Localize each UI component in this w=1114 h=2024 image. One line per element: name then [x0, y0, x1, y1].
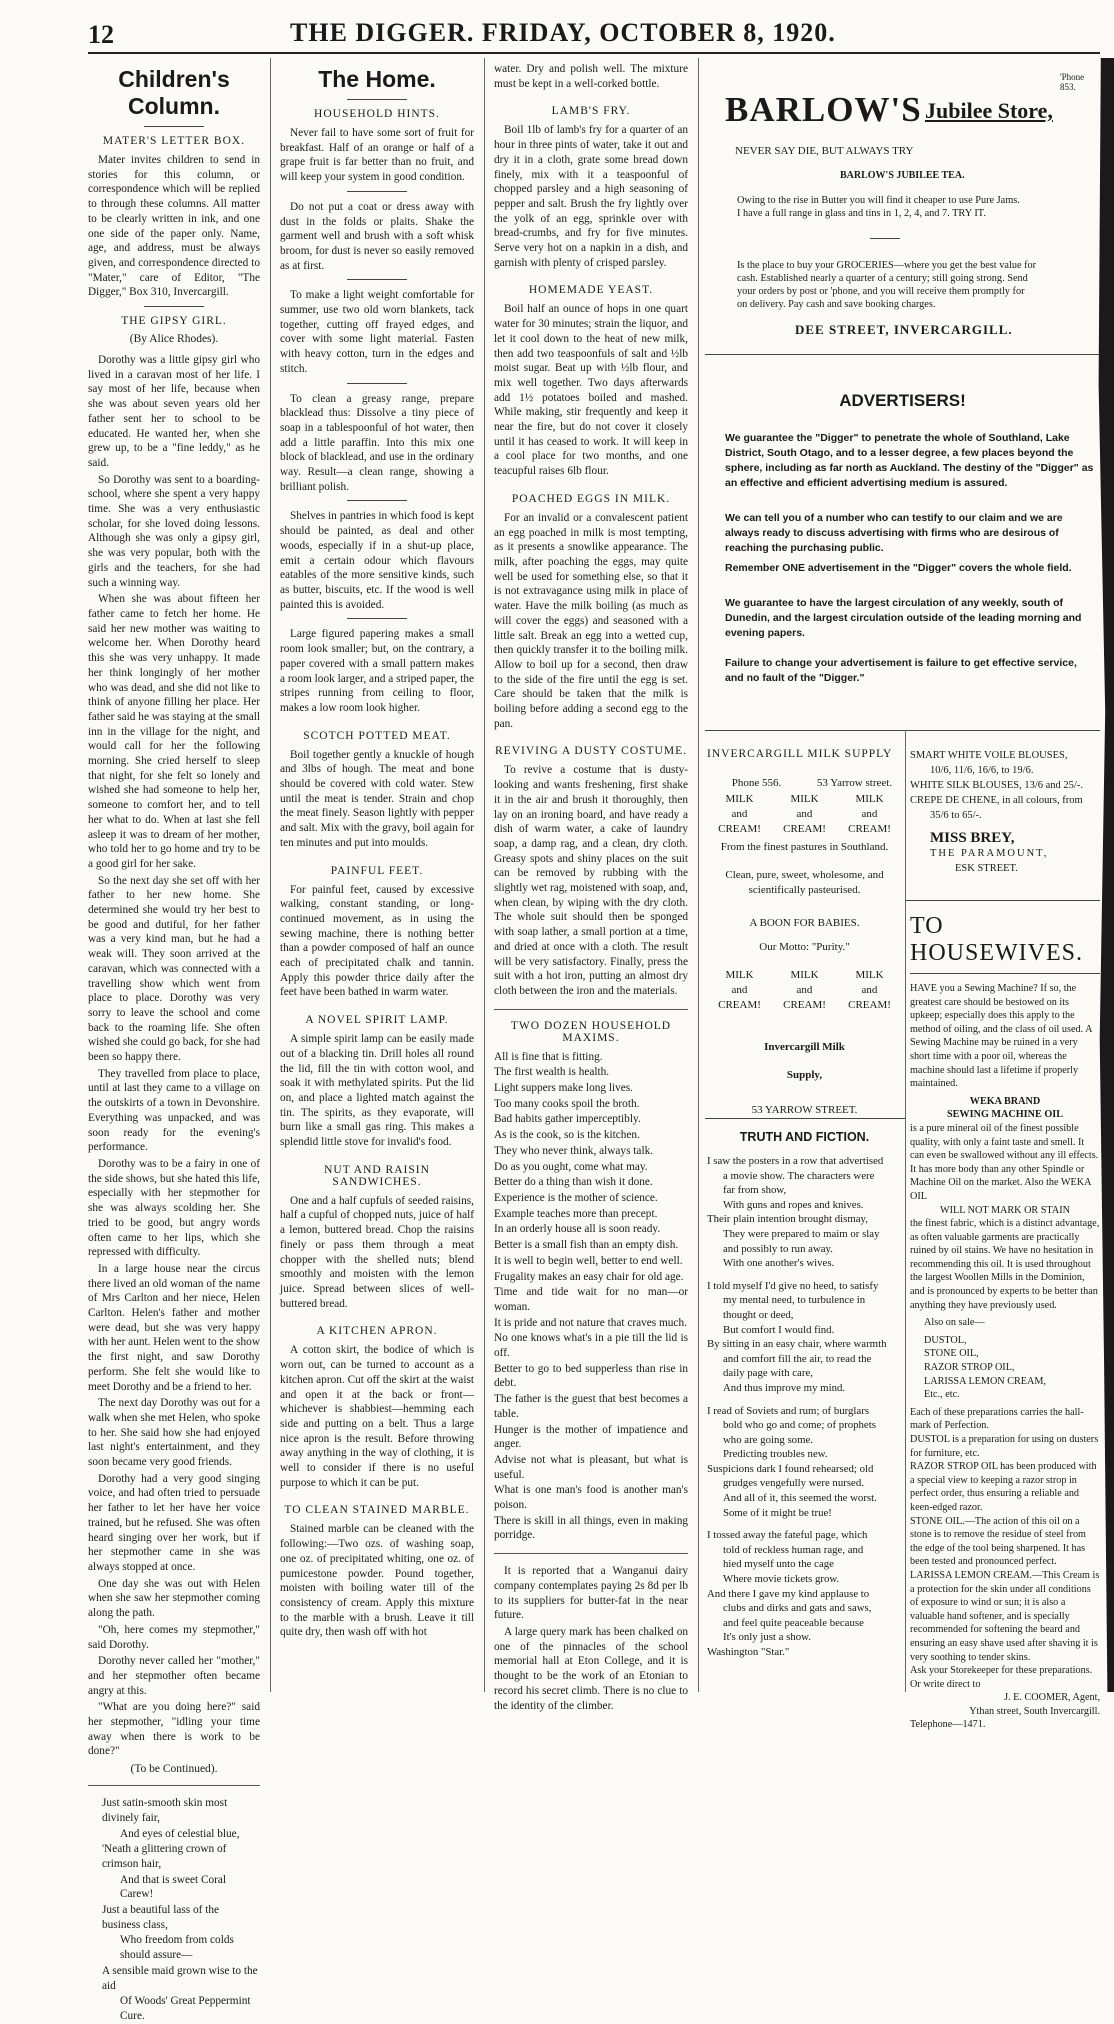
poem-line: [707, 1396, 902, 1404]
tea-name: BARLOW'S JUBILEE TEA.: [840, 170, 965, 181]
poem-line: And eyes of celestial blue,: [120, 1827, 240, 1840]
story-paragraph: Dorothy was a little gipsy girl who lived in a caravan most of her life. I say most of her life, because when she was about seven years old her father sent her to school to be educated. He wanted her, when she grew up, to be a "fine leddy," as he said.: [88, 354, 260, 469]
notice-paragraph: We guarantee to have the largest circulation of any weekly, south of Dunedin, and the largest circulation outside of the leading morning and evening papers.: [725, 597, 1082, 639]
milk-big-title: Invercargill Milk Supply,: [764, 1041, 845, 1081]
poem-line: By sitting in an easy chair, where warmth: [707, 1338, 887, 1351]
ad-text: the finest fabric, which is a distinct advantage, as often valuable garments are practically ruined by oil stains. We have no hesitation in recommending this oil. It is used throughout the largest Woollen Mills in the Dominion, and is pronounced by experts to be better than anything they have previously used.: [910, 1218, 1100, 1311]
recipes-column: [486, 58, 696, 1712]
product-item: STONE OIL,: [924, 1348, 979, 1360]
ad-text: LARISSA LEMON CREAM.—This Cream is a protection for the skin under all conditions of exposure to wind or sun; it is also a valuable hand softener, and is specially recommended for softening the beard and ensuring an easy shave used after shaving it is very soothing to tender skins.: [910, 1569, 1100, 1663]
column-rule: [905, 730, 906, 1692]
section-title: NUT AND RAISIN SANDWICHES.: [324, 1163, 430, 1188]
product-item: Etc., etc.: [924, 1389, 960, 1401]
poem-line: Some of it might be true!: [723, 1506, 832, 1519]
shop-street: ESK STREET.: [955, 863, 1018, 874]
poem-line: It's only just a show.: [723, 1631, 811, 1644]
column-rule: [484, 58, 485, 1692]
story-paragraph: Dorothy never called her "mother," and her stepmother often became angry at this.: [88, 1655, 260, 1697]
story-paragraph: When she was about fifteen her father came to fetch her home. He said her new mother was waiting to welcome her. When Dorothy heard this she was very unhappy. It made her think longingly of her mother who was dead, and she did not like to think of anyone filling her place. Her father said he was staying at the small inn in the village for the night, and would call for her the following morning. She cried herself to sleep that night, for she felt so lonely and wished she had someone to help her, someone to comfort her, and to tell her what to do. When at last she fell asleep it was to dream of her mother, who told her to go home and try to be a good girl for her sake.: [88, 593, 260, 870]
poem-line: And that is sweet Coral Carew!: [120, 1873, 227, 1901]
poem-line: Just satin-smooth skin most divinely fair,: [102, 1797, 228, 1824]
poem-line: my mental need, to turbulence in: [723, 1294, 866, 1307]
paragraph: For painful feet, caused by excessive walking, constant standing, or long-continued movement, as in using the sewing machine, there is nothing better than a powder composed of half an ounce each of precipitated chalk and tannin. Apply this powder thrice daily after the feet have been bathed in warm water.: [280, 883, 474, 999]
milk-text: A BOON FOR BABIES.: [749, 917, 860, 929]
maxim-item: What is one man's food is another man's poison.: [494, 1484, 688, 1512]
notice-heading: ADVERTISERS!: [839, 391, 966, 410]
childrens-column: [80, 58, 268, 2022]
maxim-item: Hunger is the mother of impatience and anger.: [494, 1423, 688, 1451]
paragraph: water. Dry and polish well. The mixture must be kept in a well-corked bottle.: [494, 63, 688, 90]
story-paragraph: Dorothy had a very good singing voice, and had often tried to persuade her father to let her have her voice trained, but he refused. She was often heard singing over her work, but if her stepmother came in she was always stopped at once.: [88, 1472, 260, 1573]
maxim-item: Light suppers make long lives.: [494, 1082, 633, 1095]
poem-line: [707, 1520, 902, 1528]
poem-line: But comfort I would find.: [723, 1323, 835, 1336]
ad-text: your orders by post or 'phone, and you will receive them promptly for: [737, 286, 1025, 297]
notice-paragraph: Remember ONE advertisement in the "Digger" covers the whole field.: [725, 562, 1072, 574]
column-heading: Children's Column.: [118, 66, 230, 119]
poem-line: Washington "Star.": [707, 1646, 790, 1658]
maxim-item: The first wealth is health.: [494, 1066, 610, 1079]
separator: [347, 99, 407, 100]
poem-line: With one another's wives.: [723, 1257, 835, 1270]
section-title: TO CLEAN STAINED MARBLE.: [284, 1504, 470, 1517]
ad-heading: TO HOUSEWIVES.: [910, 913, 1083, 966]
poem-line: A sensible maid grown wise to the aid: [102, 1964, 258, 1992]
poem-line: Predicting troubles new.: [723, 1448, 828, 1461]
ad-text: RAZOR STROP OIL has been produced with a special view to keeping a razor strop in perfect order, thus ensuring a reliable and keen-edged razor.: [910, 1461, 1097, 1513]
paragraph: Boil together gently a knuckle of hough and 3lbs of hough. The meat and bone should be covered with cold water. Stew until the meat is tender. Strain and chop the meat finely. Season lightly with pepper and salt. Mix with the gravy, boil again for ten minutes and put into moulds.: [280, 748, 474, 849]
separator: [144, 126, 204, 127]
maxim-item: No one knows what's in a pie till the lid is off.: [494, 1332, 688, 1360]
poem-line: grudges vengefully were nursed.: [723, 1477, 864, 1490]
poem-line: told of reckless human rage, and: [723, 1543, 864, 1556]
paragraph: Boil half an ounce of hops in one quart water for 30 minutes; strain the liquor, and let it cool down to the heat of new milk, then add two teaspoonfuls of salt and ½lb moist sugar. Beat up with ½lb flour, and mix well together. Two days afterwards add 1½ potatoes boiled and mashed. While making, stir frequently and keep it near the fire, but do not cover it closely until it has ceased to work. It will keep in a cool place for two months, and one teacupful raises 6lb flour.: [494, 303, 688, 478]
ad-text: WHITE SILK BLOUSES, 13/6 and 25/-.: [910, 780, 1083, 791]
agent-name: J. E. COOMER, Agent,: [1004, 1692, 1100, 1704]
product-item: LARISSA LEMON CREAM,: [924, 1375, 1046, 1387]
ad-text: Ask your Storekeeper for these preparations. Or write direct to: [910, 1665, 1093, 1690]
separator: [705, 354, 1100, 355]
milk-cell: MILK and CREAM!: [848, 969, 891, 1011]
section-title: TWO DOZEN HOUSEHOLD MAXIMS.: [510, 1019, 672, 1044]
ad-text: HAVE you a Sewing Machine? If so, the greatest care should be bestowed on its upkeep; especially does this apply to the method of oiling, and the class of oil used. A Sewing Machine may be ruined in a very short time with a poor oil, whereas the machine should last a lifetime if properly maintained.: [910, 983, 1092, 1090]
milk-supply-advertisement: [707, 748, 902, 1116]
paragraph: Boil 1lb of lamb's fry for a quarter of an hour in three pints of water, take it out and dry it in a cloth, grate some bread down finely, mix with it a teaspoonful of chopped parsley and a high seasoning of pepper and salt. Brush the fry lightly over the yolk of an egg, sprinkle over with bread-crumbs, and fry for five minutes. Serve very hot on a napkin in a dish, and garnish with plenty of crisped parsley.: [494, 124, 688, 269]
ad-text: 10/6, 11/6, 16/6, to 19/6.: [930, 765, 1034, 776]
poem-line: 'Neath a glittering crown of crimson hair,: [102, 1843, 227, 1870]
poem-line: and possibly to run away.: [723, 1242, 833, 1255]
household-hint: Never fail to have some sort of fruit for breakfast. Half of an orange or half of a grape fruit is far better than no fruit, and will keep your system in good condition.: [280, 127, 474, 184]
ad-text: Is the place to buy your GROCERIES—where you get the best value for: [737, 260, 1037, 271]
poem-title: TRUTH AND FICTION.: [739, 1130, 870, 1144]
milk-cell: MILK and CREAM!: [718, 969, 761, 1011]
separator: [905, 900, 1100, 901]
ad-text: SMART WHITE VOILE BLOUSES,: [910, 750, 1068, 761]
paragraph: Mater invites children to send in stories for this column, or correspondence which will be replied to through these columns. All matter to be clearly written in ink, and one one side of the paper only. Name, age, and address, must be always given, and correspondence directed to "Mater," care of Editor, "The Digger," Box 310, Invercargill.: [88, 154, 260, 299]
separator: [494, 1553, 688, 1554]
poem-line: I tossed away the fateful page, which: [707, 1529, 868, 1542]
notice-paragraph: We guarantee the "Digger" to penetrate the whole of Southland, Lake District, South Otago, and to a lesser degree, a few places beyond the sphere, including as far north as Auckland. The destiny of the "Digger" as an effective and efficient advertising medium is assured.: [725, 432, 1094, 489]
paragraph: A simple spirit lamp can be easily made out of a blacking tin. Drill holes all round the lid, fill the tin with cotton wool, and soak it with methylated spirits. Put the lid on, and place a lighted match against the tin. The spirits, as they evaporate, will burn like a small gas ring. This makes a splendid little stove for invalid's food.: [280, 1033, 474, 1149]
ad-text: Also on sale—: [924, 1317, 985, 1329]
product-item: RAZOR STROP OIL,: [924, 1362, 1015, 1374]
separator: [347, 383, 407, 384]
milk-title: INVERCARGILL MILK SUPPLY: [707, 748, 893, 760]
story-title: THE GIPSY GIRL.: [121, 315, 227, 328]
milk-cell: MILK and CREAM!: [848, 793, 891, 835]
store-name: BARLOW'S: [725, 90, 922, 129]
milk-text: From the finest pastures in Southland.: [720, 841, 889, 853]
section-title: A KITCHEN APRON.: [316, 1325, 438, 1338]
story-paragraph: "Oh, here comes my stepmother," said Dorothy.: [88, 1623, 260, 1651]
section-title: LAMB'S FRY.: [551, 105, 631, 118]
separator: [910, 973, 1100, 974]
story-paragraph: In a large house near the circus there lived an old woman of the name of Mrs Carlton and her niece, Helen Carlton. Helen's father and mother were dead, but she was very happy with her aunt. Helen went to the show the first night, and saw Dorothy perform. She felt she would like to meet Dorothy and be a friend to her.: [88, 1262, 260, 1393]
story-paragraph: The next day Dorothy was out for a walk when she met Helen, who spoke to her. She said how she had enjoyed last night's entertainment, and they soon became very good friends.: [88, 1397, 260, 1469]
poem-line: who are going some.: [723, 1433, 813, 1446]
poem-line: Their plain intention brought dismay,: [707, 1213, 868, 1226]
household-hint: To clean a greasy range, prepare blacklead thus: Dissolve a tiny piece of soap in a tablespoonful of hot water, then add a little paraffin. Into this mix one block of blacklead, and use in the ordinary way. Result—a clean range, showing a brilliant polish.: [280, 392, 474, 493]
separator: [705, 1118, 905, 1119]
maxim-item: Better do a thing than wish it done.: [494, 1176, 653, 1189]
poem-line: clubs and dirks and gats and saws,: [723, 1602, 872, 1615]
separator: [88, 1785, 260, 1786]
poem-line: Of Woods' Great Peppermint Cure.: [120, 1995, 251, 2022]
paragraph: To revive a costume that is dusty-looking and wants freshening, first shake it in the air and brush it thoroughly, then lay on an ironing board, and have ready a dish of warm water, a cake of laundry soap, a damp rag, and a clean, dry cloth. Greasy spots and shiny places on the suit can be removed by rubbing with the slightly wet rag, moistened with soap, and, when clean, by wiping with the dry cloth. The whole suit should then be sponged with soap lather, a small portion at a time, and dried at once with a cloth. The result will be very satisfactory. Finally, press the suit with a hot iron, putting an almost dry cloth between the iron and the materials.: [494, 764, 688, 997]
story-paragraph: Dorothy was to be a fairy in one of the side shows, but she hated this life, especially with her stepmother for she was always scolding her. She tried to be good, but angry words often came to her lips, which she repressed with difficulty.: [88, 1158, 260, 1259]
household-hint: To make a light weight comfortable for summer, use two old worn blankets, tack together, cutting off frayed edges, and cover with some light material. Fasten with heavy cotton, turn in the edges and stitch.: [280, 289, 474, 375]
maxim-item: Bad habits gather imperceptibly.: [494, 1113, 641, 1126]
poem-line: hied myself unto the cage: [723, 1558, 834, 1571]
maxim-item: Too many cooks spoil the broth.: [494, 1097, 640, 1110]
maxim-item: They who never think, always talk.: [494, 1144, 654, 1157]
poem-line: Just a beautiful lass of the business class,: [102, 1904, 220, 1931]
paragraph: One and a half cupfuls of seeded raisins, half a cupful of chopped nuts, juice of half a lemon, buttered bread. Chop the raisins finely or pass them through a meat chopper with the shelled nuts; blend smoothly and moisten with the lemon juice. Spread between slices of well-buttered bread.: [280, 1194, 474, 1310]
poem-line: I told myself I'd give no heed, to satisfy: [707, 1279, 879, 1292]
household-hint: Shelves in pantries in which food is kept should be painted, as deal and other woods, especially if in a shut-up place, emit a certain odour which flavours eatables of the more sensitive kinds, such as butter, biscuits, etc. If the wood is well painted this is avoided.: [280, 510, 474, 611]
separator: [705, 730, 1100, 731]
maxim-item: Experience is the mother of science.: [494, 1192, 658, 1204]
column-rule: [698, 58, 699, 1692]
store-address: DEE STREET, INVERCARGILL.: [795, 322, 1013, 337]
maxim-item: As is the cook, so is the kitchen.: [494, 1129, 640, 1142]
poem-line: Who freedom from colds should assure—: [120, 1934, 234, 1962]
maxim-item: Advise not what is pleasant, but what is useful.: [494, 1453, 688, 1481]
miss-brey-advertisement: [910, 748, 1100, 876]
masthead: [0, 0, 1114, 58]
motto: NEVER SAY DIE, BUT ALWAYS TRY: [735, 145, 914, 157]
ad-text: WILL NOT MARK OR STAIN: [940, 1204, 1070, 1216]
household-hint: Do not put a coat or dress away with dust in the folds or plaits. Shake the garment well and brush with a soft whisk broom, for dust is never so easily removed as at first.: [280, 200, 474, 272]
ad-text: CREPE DE CHENE, in all colours, from: [910, 795, 1083, 806]
home-column: [272, 58, 482, 1692]
poem-line: and comfort fill the air, to read the: [723, 1352, 872, 1365]
ad-text: Each of these preparations carries the hall-mark of Perfection.: [910, 1406, 1084, 1432]
poem-line: And all of it, this seemed the worst.: [723, 1492, 877, 1505]
milk-phone: Phone 556.: [731, 777, 782, 789]
maxim-item: Better to go to bed supperless than rise in debt.: [494, 1362, 688, 1390]
section-title: MATER'S LETTER BOX.: [102, 135, 246, 147]
separator: [347, 500, 407, 501]
poem-line: bold who go and come; of prophets: [723, 1419, 876, 1432]
poem-line: They were prepared to maim or slay: [723, 1227, 880, 1240]
milk-text: Clean, pure, sweet, wholesome, and scientifically pasteurised.: [725, 869, 884, 896]
milk-cell: MILK and CREAM!: [783, 793, 826, 835]
separator: [347, 618, 407, 619]
poem-line: thought or deed,: [723, 1308, 794, 1321]
maxim-item: Frugality makes an easy chair for old age.: [494, 1270, 684, 1283]
agent-address: Ythan street, South Invercargill.: [969, 1705, 1100, 1717]
milk-cell: MILK and CREAM!: [718, 793, 761, 835]
story-paragraph: They travelled from place to place, until at last they came to a village on the outskirts of a town in Devonshire. Everything was unpacked, and was soon ready for the evening's performance.: [88, 1067, 260, 1154]
story-paragraph: So the next day she set off with her father to her new home. She determined she would try her best to be good and dutiful, for her father was a very kind man, but he had a weak will. They soon arrived at the caravan, which was connected with a travelling show which went from place to place. Dorothy was very sorry to leave the school and come back to the roaming life. She often wished she could go back, for she had been so happy there.: [88, 874, 260, 1064]
ad-text: cash. Established nearly a quarter of a century; still going strong. Send: [737, 273, 1028, 284]
product-name: SEWING MACHINE OIL: [946, 1109, 1064, 1121]
maxims-list: [494, 1050, 688, 1544]
milk-cell: MILK and CREAM!: [783, 969, 826, 1011]
ad-text: STONE OIL.—The action of this oil on a stone is to remove the residue of steel from the edge of the tool being sharpened. It has been tested and pronounced perfect.: [910, 1515, 1086, 1568]
ad-text: 35/6 to 65/-.: [930, 810, 982, 821]
housewives-advertisement: [910, 913, 1100, 1732]
masthead-rule: [88, 52, 1100, 54]
telephone: Telephone—1471.: [910, 1719, 986, 1731]
store-subtitle: Jubilee Store,: [925, 98, 1053, 123]
section-title: HOMEMADE YEAST.: [528, 284, 654, 297]
poem-line: and feel quite peaceable because: [723, 1616, 864, 1629]
maxim-item: Better is a small fish than an empty dish.: [494, 1239, 679, 1252]
maxim-item: All is fine that is fitting.: [494, 1050, 603, 1063]
maxim-item: It is pride and not nature that craves much.: [494, 1316, 687, 1329]
separator: [870, 238, 900, 239]
separator: [144, 306, 204, 307]
poem-line: And thus improve my mind.: [723, 1381, 846, 1394]
poem-line: Where movie tickets grow.: [723, 1573, 840, 1586]
ad-text: Owing to the rise in Butter you will find it cheaper to use Pure Jams.: [737, 195, 1020, 206]
truth-and-fiction-poem: [707, 1130, 902, 1660]
poem-line: Suspicions dark I found rehearsed; old: [707, 1462, 874, 1475]
newspaper-title: THE DIGGER. FRIDAY, OCTOBER 8, 1920.: [290, 18, 836, 47]
brand: WEKA BRAND: [969, 1095, 1041, 1107]
ad-text: I have a full range in glass and tins in 1, 2, 4, and 7. TRY IT.: [737, 208, 986, 219]
notice-paragraph: We can tell you of a number who can testify to our claim and we are always ready to discuss advertising with firms who are desirous of reaching the purchasing public.: [725, 512, 1063, 554]
paragraph: For an invalid or a convalescent patient an egg poached in milk is most tempting, as it presents a snowlike appearance. The milk, after poaching the eggs, may quite well be used for something else, so that it is not extravagance using milk in place of water. Have the milk boiling (as much as will cover the eggs) and seasoned with a little salt. Break an egg into a wetted cup, then quickly transfer it to the boiling milk. Allow to boil up for a second, then draw to the side of the fire until the egg is set. Care should be taken that the milk is boiling before adding a second egg to the pan.: [494, 511, 688, 730]
section-title: SCOTCH POTTED MEAT.: [303, 729, 451, 742]
column-heading: The Home.: [318, 66, 436, 92]
poem-line: And there I gave my kind applause to: [707, 1587, 870, 1600]
poem-line: I read of Soviets and rum; of burglars: [707, 1404, 870, 1417]
household-hint: Large figured papering makes a small room look smaller; but, on the contrary, a paper covered with a small pattern makes a room look larger, and a striped paper, the stripes running from ceiling to floor, makes a low room look higher.: [280, 628, 474, 714]
byline: (By Alice Rhodes).: [129, 333, 219, 346]
product-item: DUSTOL,: [924, 1334, 967, 1346]
section-title: REVIVING A DUSTY COSTUME.: [495, 745, 687, 758]
separator: [347, 191, 407, 192]
to-be-continued: (To be Continued).: [130, 1763, 218, 1776]
separator: [347, 279, 407, 280]
ad-text: is a pure mineral oil of the finest possible quality, with only a faint taste and smell. It can even be swallowed without any ill effects. It has more body than any other Spindle or Machine Oil on the market. Also the WEKA OIL: [910, 1122, 1099, 1202]
story-paragraph: "What are you doing here?" said her stepmother, "idling your time away when there is work to be done?": [88, 1701, 260, 1758]
poem-line: daily page with care,: [723, 1367, 813, 1380]
milk-address: 53 Yarrow street.: [816, 777, 893, 789]
poem-line: I saw the posters in a row that advertised: [707, 1155, 884, 1167]
phone-note: 'Phone 853.: [1060, 72, 1085, 92]
separator: [494, 1009, 688, 1010]
paragraph: Stained marble can be cleaned with the following:—Two ozs. of washing soap, one oz. of precipitated whiting, one oz. of pumicestone powder. Pound together, moisten with boiling water till of the consistency of cream. Apply this mixture to the marble with a brush. Leave it till quite dry, then wash off with hot: [280, 1523, 474, 1639]
milk-street: 53 YARROW STREET.: [751, 1104, 858, 1116]
shop-owner: MISS BREY,: [930, 830, 1015, 846]
maxim-item: It is well to begin well, better to end well.: [494, 1254, 683, 1267]
story-paragraph: One day she was out with Helen when she saw her stepmother coming along the path.: [88, 1577, 260, 1620]
column-rule: [270, 58, 271, 1692]
maxim-item: Do as you ought, come what may.: [494, 1160, 648, 1173]
paragraph: A cotton skirt, the bodice of which is worn out, can be turned to account as a kitchen apron. Cut off the skirt at the waist and open it at the back or front—whichever is shabbiest—hemming each side and putting on a belt. Thus a large nice apron is the result. Before throwing away anything in the way of clothing, it is well to consider if there is no useful purpose to which it can be put.: [280, 1344, 474, 1489]
poem-line: a movie show. The characters were: [723, 1169, 875, 1182]
poem-line: With guns and ropes and knives.: [723, 1198, 864, 1211]
product-list: [910, 1334, 1100, 1402]
section-title: A NOVEL SPIRIT LAMP.: [305, 1014, 449, 1027]
page-number: 12: [88, 20, 114, 49]
maxim-item: In an orderly house all is soon ready.: [494, 1223, 661, 1236]
milk-text: Our Motto: "Purity.": [759, 941, 850, 953]
shop-name: THE PARAMOUNT,: [930, 848, 1049, 859]
section-title: PAINFUL FEET.: [330, 864, 424, 877]
poem-line: [707, 1271, 902, 1279]
maxim-item: Example teaches more than precept.: [494, 1207, 658, 1220]
section-title: POACHED EGGS IN MILK.: [511, 492, 671, 505]
poem-line: far from show,: [723, 1184, 787, 1197]
section-title: HOUSEHOLD HINTS.: [314, 108, 440, 120]
ad-text: on delivery. Pay cash and save booking charges.: [737, 299, 936, 310]
maxim-item: There is skill in all things, even in making porridge.: [494, 1514, 688, 1542]
paragraph: A large query mark has been chalked on one of the pinnacles of the school memorial hall at Eton College, and it is thought to be the work of an Etonian to record his secret climb. There is no clue to the identity of the climber.: [494, 1625, 688, 1712]
maxim-item: Time and tide wait for no man—or woman.: [494, 1286, 688, 1313]
poem: [88, 1796, 260, 2024]
paragraph: It is reported that a Wanganui dairy company contemplates paying 2s 8d per lb to its suppliers for butter-fat in the near future.: [494, 1565, 688, 1622]
ad-text: DUSTOL is a preparation for using on dusters for furniture, etc.: [910, 1434, 1099, 1459]
story-paragraph: So Dorothy was sent to a boarding-school, where she spent a very happy time. She was a very enthusiastic scholar, for she loved doing lessons. Although she was only a gipsy girl, she was very popular, both with the girls and the teachers, for she had such a winning way.: [88, 473, 260, 589]
notice-paragraph: Failure to change your advertisement is failure to get effective service, and no fault of the "Digger.": [725, 657, 1077, 684]
advertisements: [705, 58, 1100, 1731]
maxim-item: The father is the guest that best becomes a table.: [494, 1393, 688, 1420]
